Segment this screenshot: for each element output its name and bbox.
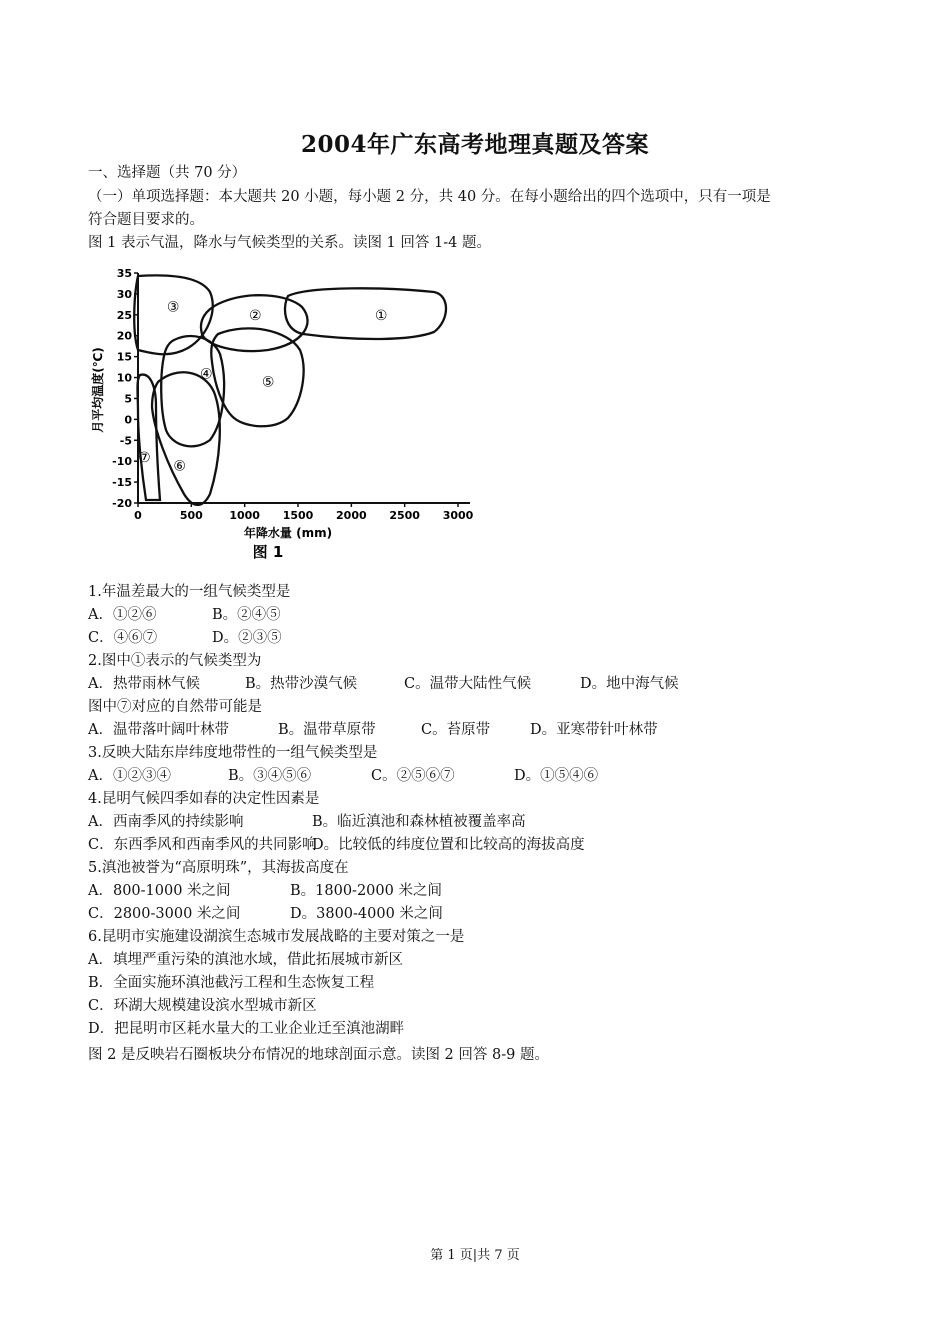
x-tick-label: 2500 xyxy=(389,509,420,522)
region-label: ⑦ xyxy=(138,450,151,466)
answer-option: A．①②③④ xyxy=(88,768,171,784)
x-tick-labels xyxy=(134,509,473,522)
answer-option: D。亚寒带针叶林带 xyxy=(530,722,658,738)
answer-option: B。温带草原带 xyxy=(278,722,376,738)
answer-option: D。地中海气候 xyxy=(580,676,679,692)
answer-option: D。①⑤④⑥ xyxy=(514,768,599,784)
answer-option: B。1800-2000 米之间 xyxy=(290,883,442,899)
section-heading: 一、选择题（共 70 分） xyxy=(88,165,247,181)
figure-1-intro: 图 1 表示气温，降水与气候类型的关系。读图 1 回答 1-4 题。 xyxy=(88,235,491,251)
answer-option: B．全面实施环滇池截污工程和生态恢复工程 xyxy=(88,975,375,991)
y-tick-label: 20 xyxy=(116,329,132,343)
answer-option: C．环湖大规模建设滨水型城市新区 xyxy=(88,998,317,1014)
y-tick-label: -15 xyxy=(112,476,132,490)
instructions-line-2: 符合题目要求的。 xyxy=(88,212,204,228)
region-label: ⑥ xyxy=(173,458,186,475)
region-labels xyxy=(138,299,387,474)
x-axis-label: 年降水量 (mm) xyxy=(243,526,333,540)
answer-option: C．东西季风和西南季风的共同影响 xyxy=(88,837,317,853)
y-tick-label: -20 xyxy=(112,497,132,510)
y-tick-label: 5 xyxy=(124,392,132,406)
x-tick-label: 3000 xyxy=(442,509,474,522)
answer-option: C．④⑥⑦ xyxy=(88,630,158,646)
question-stem: 4.昆明气候四季如春的决定性因素是 xyxy=(88,791,320,807)
answer-option: D．把昆明市区耗水量大的工业企业迁至滇池湖畔 xyxy=(88,1021,405,1037)
answer-option: A．温带落叶阔叶林带 xyxy=(88,722,229,738)
x-tick-label: 2000 xyxy=(336,509,367,522)
y-tick-label: 35 xyxy=(116,267,132,280)
region-label: ① xyxy=(374,307,388,324)
y-tick-label: -10 xyxy=(112,455,132,469)
question-stem: 6.昆明市实施建设湖滨生态城市发展战略的主要对策之一是 xyxy=(88,929,465,945)
answer-option: A．800-1000 米之间 xyxy=(88,883,231,899)
x-tick-label: 1000 xyxy=(229,509,260,522)
instructions-line-1: （一）单项选择题：本大题共 20 小题，每小题 2 分，共 40 分。在每小题给出的四个选项中，只有一项是 xyxy=(88,189,771,205)
question-stem: 2.图中①表示的气候类型为 xyxy=(88,653,262,669)
answer-option: B。临近滇池和森林植被覆盖率高 xyxy=(312,814,526,830)
figure-2-intro: 图 2 是反映岩石圈板块分布情况的地球剖面示意。读图 2 回答 8-9 题。 xyxy=(88,1047,549,1063)
answer-option: D。比较低的纬度位置和比较高的海拔高度 xyxy=(312,837,585,853)
region-label: ⑤ xyxy=(261,374,275,391)
x-tick-label: 0 xyxy=(134,509,142,522)
region-label: ④ xyxy=(199,366,213,383)
page-footer: 第 1 页|共 7 页 xyxy=(430,1248,520,1263)
y-tick-label: 0 xyxy=(124,413,132,427)
answer-option: C。温带大陆性气候 xyxy=(404,676,532,692)
answer-option: B。热带沙漠气候 xyxy=(245,676,358,692)
answer-option: D。②③⑤ xyxy=(212,630,282,646)
region-label: ③ xyxy=(166,299,180,316)
region-label: ② xyxy=(249,307,262,324)
answer-option: C。苔原带 xyxy=(421,722,491,738)
answer-option: A．①②⑥ xyxy=(88,607,157,623)
answer-option: A．热带雨林气候 xyxy=(88,676,200,692)
figure-1-chart xyxy=(88,262,478,562)
x-tick-label: 500 xyxy=(179,509,203,522)
answer-option: C。②⑤⑥⑦ xyxy=(371,768,455,784)
y-tick-label: -5 xyxy=(119,434,132,448)
answer-option: A．西南季风的持续影响 xyxy=(88,814,244,830)
region-7-outline xyxy=(138,375,161,500)
answer-option: B。②④⑤ xyxy=(212,607,281,623)
y-tick-label: 10 xyxy=(116,371,132,385)
question-stem: 3.反映大陆东岸纬度地带性的一组气候类型是 xyxy=(88,745,378,761)
region-1-outline xyxy=(285,288,446,339)
y-tick-label: 25 xyxy=(116,308,132,322)
answer-option: C．2800-3000 米之间 xyxy=(88,906,241,922)
y-tick-label: 30 xyxy=(116,287,132,301)
chart-title: 图 1 xyxy=(252,543,284,561)
question-stem: 图中⑦对应的自然带可能是 xyxy=(88,699,262,715)
answer-option: B。③④⑤⑥ xyxy=(228,768,312,784)
question-stem: 5.滇池被誉为“高原明珠”，其海拔高度在 xyxy=(88,860,349,876)
answer-option: A．填埋严重污染的滇池水域，借此拓展城市新区 xyxy=(88,952,403,968)
question-stem: 1.年温差最大的一组气候类型是 xyxy=(88,584,291,600)
y-axis-label: 月平均温度(℃) xyxy=(91,347,105,433)
x-tick-label: 1500 xyxy=(282,509,314,522)
y-tick-label: 15 xyxy=(116,350,132,364)
answer-option: D。3800-4000 米之间 xyxy=(290,906,443,922)
page-title: 2004年广东高考地理真题及答案 xyxy=(300,131,649,158)
y-tick-labels xyxy=(112,267,132,510)
